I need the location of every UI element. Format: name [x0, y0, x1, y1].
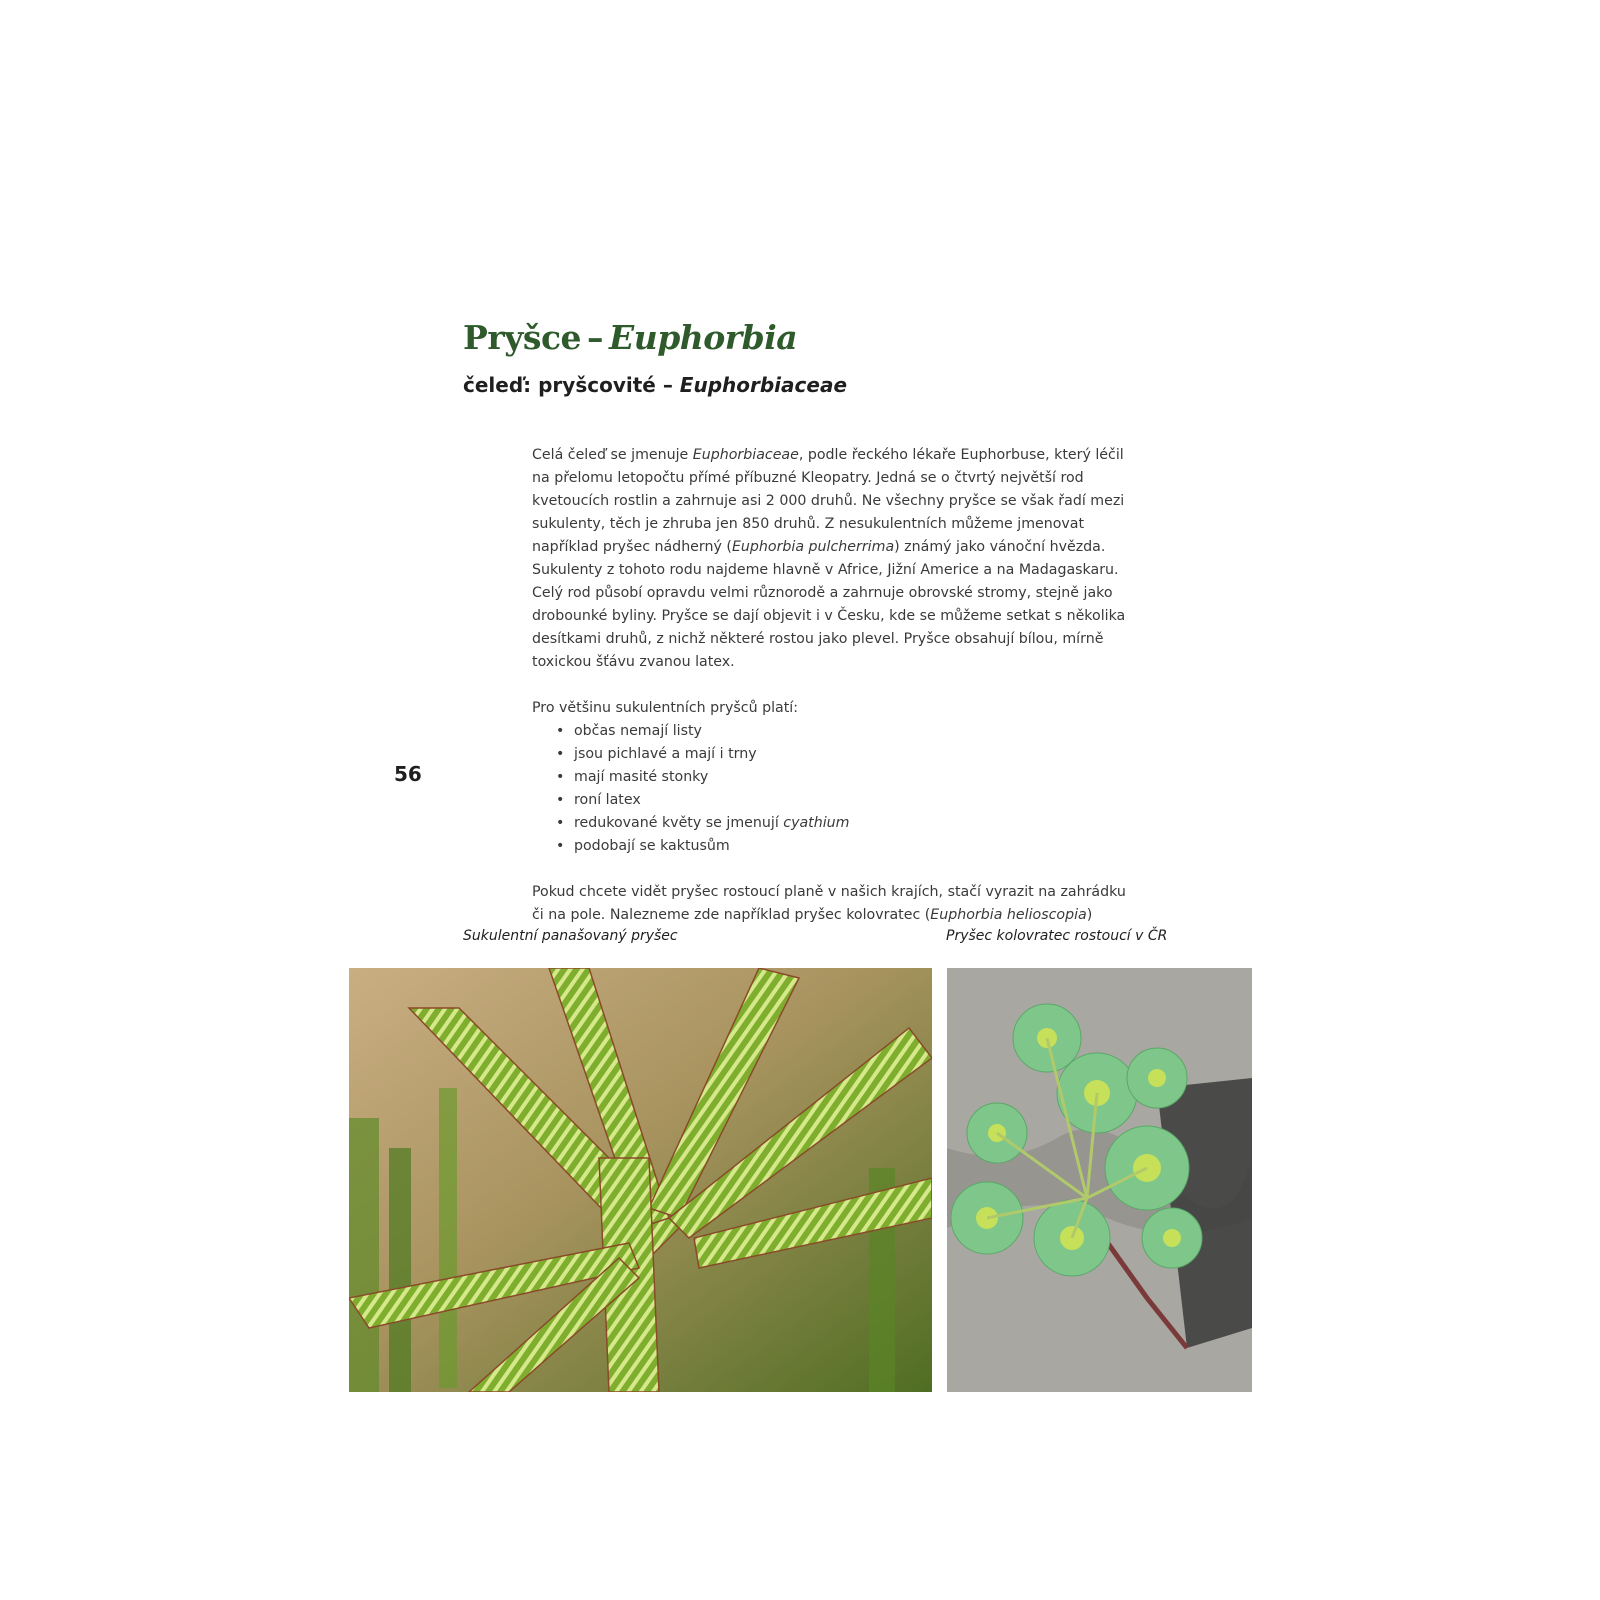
p2-text-2: ): [1086, 907, 1093, 923]
list-item: • mají masité stonky: [532, 766, 1132, 789]
p1-text-3: ) známý jako vánoční hvězda. Sukulenty z tohoto rodu najdeme hlavně v Africe, Jižní Americe a na Madagaskaru. Celý rod působí opravdu velmi různorodě a zahrnuje obrovské stromy, stejně jako drobounké byliny. Pryšce se dají objevit i v Česku, kde se můžeme setkat s několika desítkami druhů, z nichž některé rostou jako plevel. Pryšce obsahují bílou, mírně toxickou šťávu zvanou latex.: [532, 539, 1126, 670]
title-latin: Euphorbia: [609, 318, 798, 357]
p1-italic-1: Euphorbiaceae: [692, 447, 799, 463]
title-dash: –: [587, 318, 604, 357]
list-item: • jsou pichlavé a mají i trny: [532, 743, 1132, 766]
list-item-italic: cyathium: [783, 815, 850, 831]
family-latin: Euphorbiaceae: [679, 373, 848, 397]
p1-italic-2: Euphorbia pulcherrima: [731, 539, 895, 555]
variegated-euphorbia-illustration: [349, 968, 932, 1392]
list-intro: Pro většinu sukulentních pryšců platí:: [532, 700, 799, 716]
p2-italic-1: Euphorbia helioscopia: [930, 907, 1087, 923]
feature-list: [532, 720, 1132, 858]
family-label: čeleď: pryšcovité –: [463, 373, 673, 397]
body-text: [532, 444, 1132, 927]
title-main: Pryšce: [463, 318, 582, 357]
p1-text-2: , podle řeckého lékaře Euphorbuse, který léčil na přelomu letopočtu přímé příbuzné Kleopatry. Jedná se o čtvrtý největší rod kvetoucích rostlin a zahrnuje asi 2 000 druhů. Ne všechny pryšce se však řadí mezi sukulenty, těch je zhruba jen 850 druhů. Z nesukulentních můžeme jmenovat například pryšec nádherný (: [532, 447, 1125, 555]
list-item: • občas nemají listy: [532, 720, 1132, 743]
sun-spurge-illustration: [947, 968, 1252, 1392]
p1-text-1: Celá čeleď se jmenuje: [532, 447, 693, 463]
list-item-text: redukované květy se jmenují: [574, 815, 784, 831]
list-item: [532, 812, 1132, 835]
intro-paragraph: [532, 444, 1132, 674]
family-subtitle: [463, 373, 847, 397]
caption-right: Pryšec kolovratec rostoucí v ČR: [946, 928, 1168, 944]
page-number: 56: [394, 762, 422, 786]
list-item: • roní latex: [532, 789, 1132, 812]
p2-text-1: Pokud chcete vidět pryšec rostoucí planě v našich krajích, stačí vyrazit na zahrádku či na pole. Nalezneme zde například pryšec kolovratec (: [532, 884, 1126, 923]
page-title: [463, 318, 797, 357]
caption-left: Sukulentní panašovaný pryšec: [463, 928, 678, 944]
photo-variegated-euphorbia: [349, 968, 932, 1392]
photo-sun-spurge: [947, 968, 1252, 1392]
closing-paragraph: [532, 881, 1132, 927]
list-item: • podobají se kaktusům: [532, 835, 1132, 858]
